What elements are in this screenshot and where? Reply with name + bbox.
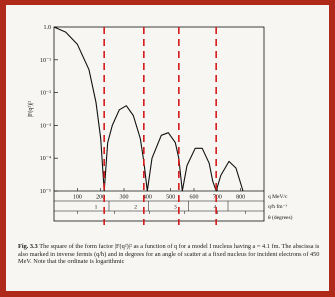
y-tick-label: 10⁻³	[40, 123, 51, 130]
y-tick-label: 10⁻²	[40, 90, 51, 97]
caption-label: Fig. 3.3	[18, 243, 38, 250]
plot-frame	[54, 27, 264, 221]
q-axis-label: q MeV/c	[268, 194, 288, 200]
q-tick-label: 400	[142, 194, 152, 201]
figure-caption	[18, 243, 323, 266]
inverse-fermi-tick-label: 4	[213, 204, 217, 211]
y-tick-label: 1.0	[43, 25, 51, 31]
form-factor-curve	[54, 27, 243, 191]
y-tick-label: 10⁻⁵	[39, 189, 51, 195]
page	[6, 5, 329, 291]
q-tick-label: 500	[166, 194, 176, 201]
q-tick-label: 300	[119, 194, 129, 201]
inverse-fermi-tick-label: 3	[173, 204, 177, 211]
form-factor-chart	[6, 5, 329, 243]
y-tick-label: 10⁻¹	[40, 57, 51, 64]
angle-axis-label: θ (degrees)	[268, 215, 293, 221]
q-tick-label: 700	[212, 194, 222, 201]
inverse-fermi-axis-label: q/ħ fm⁻¹	[268, 204, 288, 210]
caption-text: The square of the form factor |F(q²)|² as a function of q for a model I nucleus having a = 4.1 fm. The abscissa is also marked in inverse fermis (q/ħ) and in degrees for an angle of scatter at a fixed nucleus for incident electrons of 450 MeV. Note that the ordinate is logarithmic	[18, 243, 320, 266]
q-tick-label: 600	[189, 194, 199, 201]
q-tick-label: 800	[236, 194, 246, 201]
q-tick-label: 100	[72, 194, 82, 201]
inverse-fermi-tick-label: 2	[134, 204, 138, 211]
y-tick-label: 10⁻⁴	[39, 156, 51, 163]
q-tick-label: 200	[96, 194, 106, 201]
y-axis-label: |F(q²)|²	[28, 100, 34, 118]
inverse-fermi-tick-label: 1	[94, 204, 98, 211]
